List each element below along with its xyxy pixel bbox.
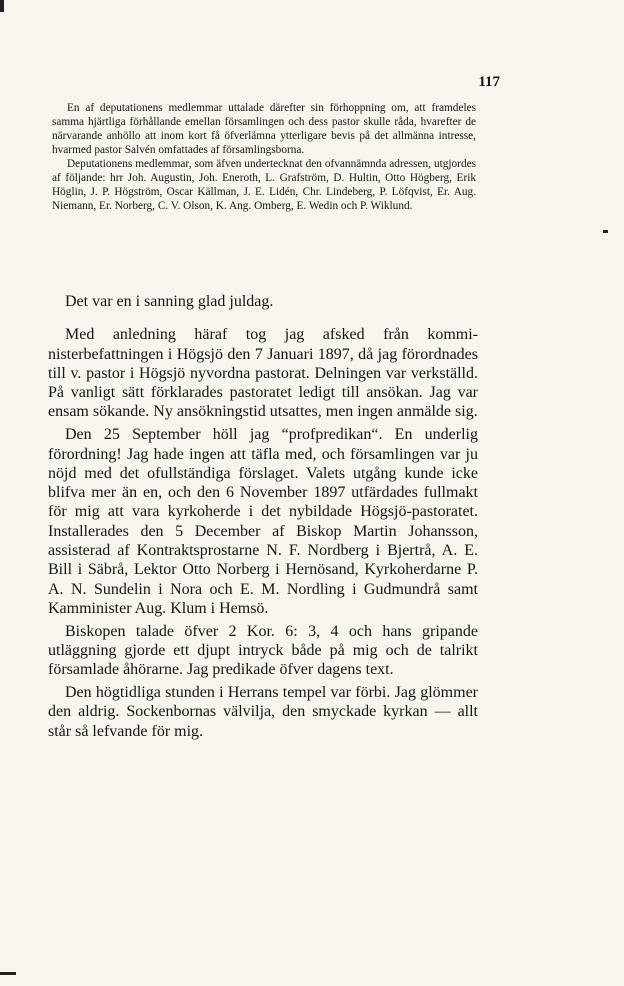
paragraph: Med anledning häraf tog jag afsked från komministerbefattningen i Högsjö den 7 Januari 1897, då jag förordnades till v. pastor i Högsjö nyvordna pastorat. Delningen var verkställd. På vanligt sätt förklarades pastoratet ledigt till ansökan. Jag var ensam sökande. Ny ansökningstid utsattes, men ingen anmälde sig. xyxy=(48,326,478,421)
scan-edge-mark-right xyxy=(603,230,608,233)
scan-edge-mark-top xyxy=(0,0,4,12)
footnote-paragraph: Deputationens medlemmar, som äfven undertecknat den ofvannämnda adressen, utgjordes af följande: hrr Joh. Augustin, Joh. Eneroth, L. Grafström, D. Hultin, Otto Högberg, Erik Höglin, J. P. Högström, Oscar Källman, J. E. Lidén, Chr. Lindeberg, P. Löfqvist, Er. Aug. Niemann, Er. Norberg, C. V. Olson, K. Ang. Omberg, E. Wedin och P. Wiklund. xyxy=(52,158,476,212)
paragraph: Den 25 September höll jag “profpredikan“. En underlig förordning! Jag hade ingen att täfla med, och församlingen var ju nöjd med det ofullständiga förslaget. Valets utgång kunde icke blifva mer än en, och den 6 November 1897 utfärdades fullmakt för mig att vara kyrkoherde i det nybildade Högsjö-pastoratet. Installerades den 5 December af Biskop Martin Johansson, assisterad af Kontraktsprostarne N. F. Nordberg i Bjertrå, A. E. Bill i Säbrå, Lektor Otto Norberg i Hernösand, Kyrkoherdarne P. A. N. Sundelin i Nora och E. M. Nordling i Gudmundrå samt Kamminister Aug. Klum i Hemsö. xyxy=(48,426,478,617)
main-text xyxy=(48,292,478,745)
paragraph: Den högtidliga stunden i Herrans tempel var förbi. Jag glömmer den aldrig. Sockenbornas välvilja, den smyckade kyrkan — allt står så lefvande för mig. xyxy=(48,684,478,740)
page-number: 117 xyxy=(478,74,500,90)
footnote-block xyxy=(52,101,476,213)
footnote-paragraph: En af deputationens medlemmar uttalade därefter sin förhoppning om, att framdeles samma hjärtliga förhållande emellan församlingen och dess pastor skulle råda, hvarefter de närvarande anhöllo att inom kort få öfverlämna ytterligare bevis på det allmänna intresse, hvarmed pastor Salvén omfattades af församlingsborna. xyxy=(52,102,476,156)
scan-edge-mark-bottom xyxy=(0,972,16,975)
paragraph: Det var en i sanning glad juldag. xyxy=(65,293,274,310)
paragraph: Biskopen talade öfver 2 Kor. 6: 3, 4 och hans gripande utläggning gjorde ett djupt intryck både på mig och de talrikt församlade åhörarne. Jag predikade öfver dagens text. xyxy=(48,622,478,679)
